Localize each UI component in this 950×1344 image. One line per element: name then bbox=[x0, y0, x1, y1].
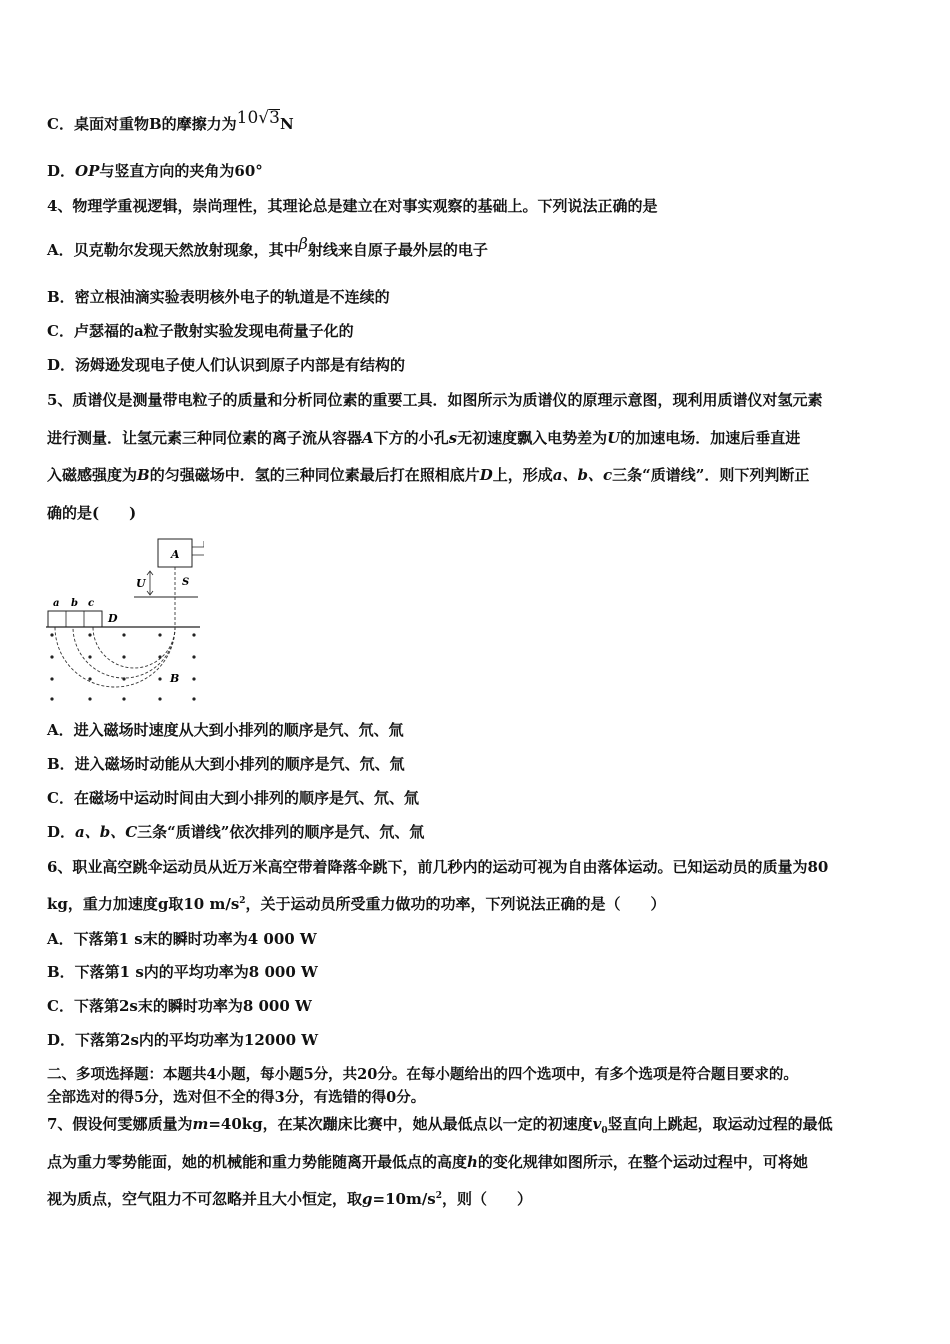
q5-stem-line-2: 进行测量．让氢元素三种同位素的离子流从容器A下方的小孔s无初速度飘入电势差为U的加速电场．加速后垂直进 bbox=[47, 429, 801, 447]
magnetic-field-dots bbox=[50, 633, 195, 700]
label-container-a: A bbox=[171, 548, 180, 561]
label-d: D bbox=[108, 612, 118, 625]
q4-option-d: D．汤姆逊发现电子使人们认识到原子内部是有结构的 bbox=[47, 356, 406, 374]
trajectory-a bbox=[55, 627, 175, 687]
q6-option-d: D．下落第2s内的平均功率为12000 W bbox=[47, 1031, 319, 1049]
q5-option-c: C．在磁场中运动时间由大到小排列的顺序是氕、氘、氚 bbox=[47, 789, 419, 807]
q6-option-a: A．下落第1 s末的瞬时功率为4 000 W bbox=[47, 930, 317, 948]
q6-option-b: B．下落第1 s内的平均功率为8 000 W bbox=[47, 963, 318, 981]
trajectory-c bbox=[93, 627, 175, 668]
q5-option-b: B．进入磁场时动能从大到小排列的顺序是氕、氘、氚 bbox=[47, 755, 405, 773]
section2-heading-line-2: 全部选对的得5分，选对但不全的得3分，有选错的得0分。 bbox=[47, 1089, 426, 1106]
q4-option-b: B．密立根油滴实验表明核外电子的轨道是不连续的 bbox=[47, 288, 390, 306]
q6-stem-line-1: 6、职业高空跳伞运动员从近万米高空带着降落伞跳下，前几秒内的运动可视为自由落体运动。已知运动员的质量为80 bbox=[47, 858, 829, 876]
section2-heading-line-1: 二、多项选择题：本题共4小题，每小题5分，共20分。在每小题给出的四个选项中，有多个选项是符合题目要求的。 bbox=[47, 1066, 798, 1083]
q6-option-c: C．下落第2s末的瞬时功率为8 000 W bbox=[47, 997, 312, 1015]
q7-stem-line-1: 7、假设何雯娜质量为m=40kg，在某次蹦床比赛中，她从最低点以一定的初速度$v_0$竖直向上跳起，取运动过程的最低 bbox=[47, 1115, 833, 1136]
q7-stem-line-3: 视为质点，空气阻力不可忽略并且大小恒定，取$g=10m/s^2$，则（ ） bbox=[47, 1190, 533, 1208]
q3-option-c: C．桌面对重物B的摩擦力为10√3N bbox=[47, 108, 294, 133]
q3-option-d: D．OP与竖直方向的夹角为60° bbox=[47, 162, 263, 180]
q6-stem-line-2: kg，重力加速度g取10 $m/s^2$，关于运动员所受重力做功的功率，下列说法正确的是（ ） bbox=[47, 895, 666, 913]
label-b: b bbox=[71, 598, 78, 609]
inlet-pipe bbox=[192, 541, 204, 555]
q7-stem-line-2: 点为重力零势能面，她的机械能和重力势能随离开最低点的高度h的变化规律如图所示，在整个运动过程中，可将她 bbox=[47, 1153, 808, 1171]
q5-option-d: D．a、b、C三条“质谱线”依次排列的顺序是氕、氘、氚 bbox=[47, 823, 425, 841]
label-a: a bbox=[53, 598, 60, 609]
label-c: c bbox=[88, 598, 95, 609]
q5-stem-line-4: 确的是( ) bbox=[47, 504, 137, 522]
q4-stem: 4、物理学重视逻辑，崇尚理性，其理论总是建立在对事实观察的基础上。下列说法正确的是 bbox=[47, 197, 658, 215]
label-s: S bbox=[182, 577, 190, 588]
q4-option-c: C．卢瑟福的a粒子散射实验发现电荷量子化的 bbox=[47, 322, 354, 340]
label-b-field: B bbox=[170, 672, 180, 685]
q5-stem-line-1: 5、质谱仪是测量带电粒子的质量和分析同位素的重要工具．如图所示为质谱仪的原理示意图，现利用质谱仪对氢元素 bbox=[47, 391, 823, 409]
beta-symbol: β bbox=[298, 234, 308, 253]
label-u: U bbox=[136, 577, 146, 590]
film-holder bbox=[48, 611, 102, 627]
q5-stem-line-3: 入磁感强度为B的匀强磁场中．氢的三种同位素最后打在照相底片D上，形成a、b、c三条“质谱线”．则下列判断正 bbox=[47, 466, 810, 484]
ten-sqrt3-formula: 10√3 bbox=[236, 108, 280, 128]
q4-option-a: A．贝克勒尔发现天然放射现象，其中β射线来自原子最外层的电子 bbox=[47, 234, 488, 259]
q5-option-a: A．进入磁场时速度从大到小排列的顺序是氕、氘、氚 bbox=[47, 721, 404, 739]
mass-spectrometer-diagram bbox=[44, 533, 204, 705]
